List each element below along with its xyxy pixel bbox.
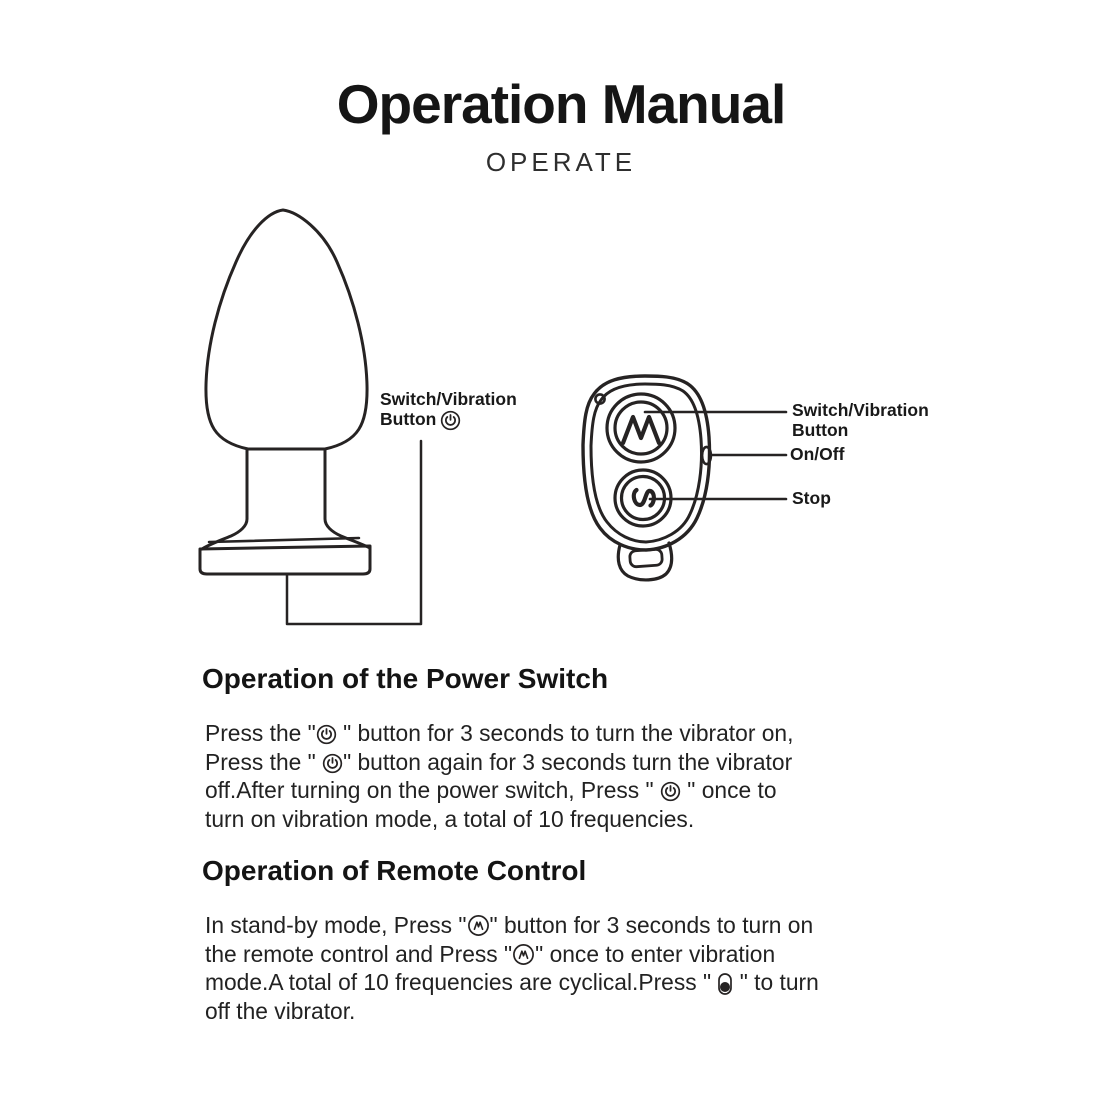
power-switch-body — [205, 719, 793, 833]
mode-m-button-icon — [512, 943, 535, 966]
remote-mode-button-outer-ring — [607, 394, 675, 462]
power-icon — [660, 781, 681, 802]
plug-neck-left-line — [202, 449, 247, 549]
text-line: Press the " " button for 3 seconds to turn the vibrator on, — [205, 720, 794, 746]
plug-body-outline — [206, 210, 367, 449]
power-switch-heading: Operation of the Power Switch — [202, 663, 609, 694]
power-icon — [322, 753, 343, 774]
remote-mode-button-inner-ring — [615, 402, 667, 454]
plug-flange-rim-line — [209, 538, 359, 542]
plug-button-label — [380, 390, 517, 431]
power-icon — [440, 410, 461, 431]
plug-neck-right-line — [325, 449, 370, 548]
text-line: turn on vibration mode, a total of 10 frequencies. — [205, 805, 695, 832]
onoff-side-button-icon — [717, 972, 733, 996]
remote-switch-vibration-label — [792, 401, 929, 440]
remote-control-heading: Operation of Remote Control — [202, 855, 587, 886]
plug-button-label-line2 — [380, 410, 517, 431]
text-line: In stand-by mode, Press " " button for 3 seconds to turn on — [205, 912, 814, 938]
remote-control-body — [205, 911, 819, 1025]
remote-onoff-label: On/Off — [790, 444, 845, 464]
remote-mode-button-m-glyph — [623, 417, 659, 443]
plug-button-label-line1: Switch/Vibration — [380, 389, 517, 409]
remote-switch-vibration-label-line1: Switch/Vibration — [792, 400, 929, 420]
remote-drawing — [583, 376, 786, 580]
page-title: Operation Manual — [336, 73, 786, 135]
text-line: mode.A total of 10 frequencies are cyclical.Press " " to turn — [205, 969, 819, 996]
page-subtitle: OPERATE — [485, 146, 637, 177]
plug-callout-line — [287, 441, 421, 624]
plug-button-label-text: Button — [380, 409, 437, 430]
text-line: off.After turning on the power switch, Press " " once to — [205, 777, 777, 804]
text-line: the remote control and Press " " once to enter vibration — [205, 940, 776, 967]
mode-m-button-icon — [467, 914, 490, 937]
remote-control-section — [202, 855, 819, 1025]
plug-base-outline — [200, 546, 370, 574]
power-icon — [316, 724, 337, 745]
remote-switch-vibration-label-line2: Button — [792, 419, 849, 440]
text-line: Press the " " button again for 3 seconds turn the vibrator — [205, 748, 793, 775]
text-line: off the vibrator. — [205, 997, 356, 1024]
remote-stop-label: Stop — [792, 488, 831, 508]
power-switch-section — [202, 663, 793, 833]
